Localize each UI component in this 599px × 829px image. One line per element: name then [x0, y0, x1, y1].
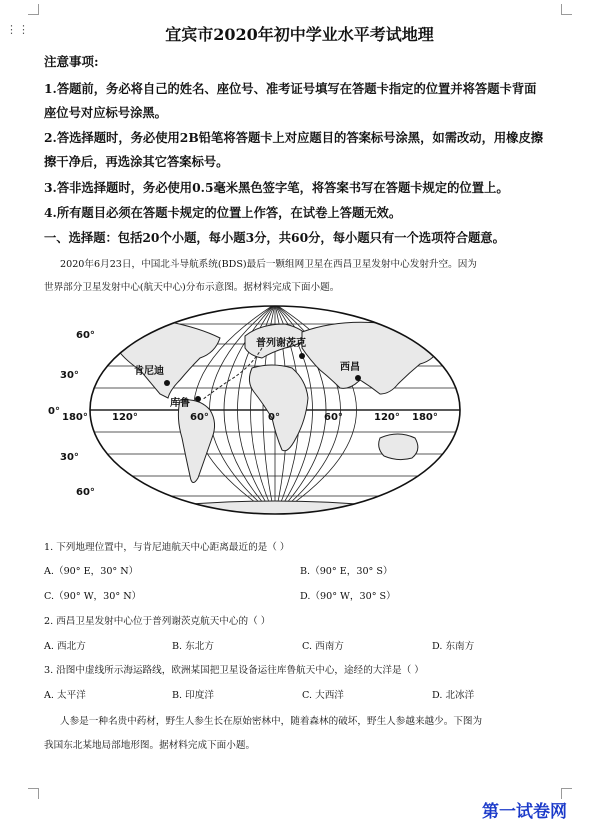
lat-label-60n: 60°	[76, 330, 95, 341]
question-stem: 2. 西昌卫星发射中心位于普列谢茨克航天中心的（ ）	[44, 616, 271, 627]
notes-heading: 注意事项:	[44, 54, 99, 69]
question-stem: 3. 沿图中虚线所示海运路线，欧洲某国把卫星设备运往库鲁航天中心，途经的大洋是（ ）	[44, 665, 424, 676]
option-d[interactable]: D. 北冰洋	[432, 690, 475, 701]
place-label-xichang: 西昌	[340, 362, 360, 373]
option-c[interactable]: C.（90° W，30° N）	[44, 591, 142, 602]
passage-line: 人参是一种名贵中药材，野生人参生长在原始密林中，随着森林的破坏，野生人参越来越少。下图为	[60, 716, 483, 727]
world-map-figure	[40, 298, 500, 523]
passage-line: 我国东北某地局部地形图。据材料完成下面小题。	[44, 740, 256, 751]
lon-label: 120°	[374, 412, 400, 423]
note-line: 3.答非选择题时，务必使用0.5毫米黑色签字笔，将答案书写在答题卡规定的位置上。	[44, 180, 509, 195]
corner-mark-top-right	[561, 4, 572, 15]
option-b[interactable]: B. 东北方	[172, 641, 214, 652]
note-line: 4.所有题目必须在答题卡规定的位置上作答，在试卷上答题无效。	[44, 205, 402, 220]
lat-label-0: 0°	[48, 406, 60, 417]
note-line: 擦干净后，再选涂其它答案标号。	[44, 154, 229, 169]
option-d[interactable]: D. 东南方	[432, 641, 475, 652]
question-stem: 1. 下列地理位置中，与肯尼迪航天中心距离最近的是（ ）	[44, 542, 290, 553]
lon-label: 180°	[62, 412, 88, 423]
option-b[interactable]: B.（90° E，30° S）	[300, 566, 393, 577]
lon-label: 0°	[268, 412, 280, 423]
kourou-marker-icon	[195, 396, 201, 402]
place-label-kourou: 库鲁	[170, 398, 190, 409]
place-label-kennedy: 肯尼迪	[134, 366, 164, 377]
lon-label: 60°	[324, 412, 343, 423]
option-a[interactable]: A. 西北方	[44, 641, 86, 652]
drag-handle-icon[interactable]: ⋮⋮	[6, 23, 30, 36]
note-line: 座位号对应标号涂黑。	[44, 105, 167, 120]
intro-line: 2020年6月23日，中国北斗导航系统(BDS)最后一颗组网卫星在西昌卫星发射中心发射升空。因为	[60, 259, 477, 270]
lat-label-60s: 60°	[76, 487, 95, 498]
kennedy-marker-icon	[164, 380, 170, 386]
place-label-plesetsk: 普列谢茨克	[256, 338, 306, 349]
lon-label: 60°	[190, 412, 209, 423]
option-c[interactable]: C. 西南方	[302, 641, 344, 652]
page-title: 宜宾市2020年初中学业水平考试地理	[165, 25, 434, 44]
lat-label-30n: 30°	[60, 370, 79, 381]
option-c[interactable]: C. 大西洋	[302, 690, 344, 701]
option-b[interactable]: B. 印度洋	[172, 690, 214, 701]
corner-mark-bottom-left	[28, 788, 39, 799]
corner-mark-top-left	[28, 4, 39, 15]
option-a[interactable]: A. 太平洋	[44, 690, 86, 701]
lon-label: 180°	[412, 412, 438, 423]
option-d[interactable]: D.（90° W，30° S）	[300, 591, 396, 602]
lat-label-30s: 30°	[60, 452, 79, 463]
watermark-logo[interactable]: 第一试卷网	[482, 802, 567, 822]
note-line: 1.答题前，务必将自己的姓名、座位号、准考证号填写在答题卡指定的位置并将答题卡背面	[44, 81, 537, 96]
note-line: 2.答选择题时，务必使用2B铅笔将答题卡上对应题目的答案标号涂黑，如需改动，用橡皮擦	[44, 130, 544, 145]
option-a[interactable]: A.（90° E，30° N）	[44, 566, 139, 577]
section-heading: 一、选择题：包括20个小题，每小题3分，共60分，每小题只有一个选项符合题意。	[44, 230, 505, 245]
intro-line: 世界部分卫星发射中心(航天中心)分布示意图。据材料完成下面小题。	[44, 282, 340, 293]
plesetsk-marker-icon	[299, 353, 305, 359]
xichang-marker-icon	[355, 375, 361, 381]
lon-label: 120°	[112, 412, 138, 423]
